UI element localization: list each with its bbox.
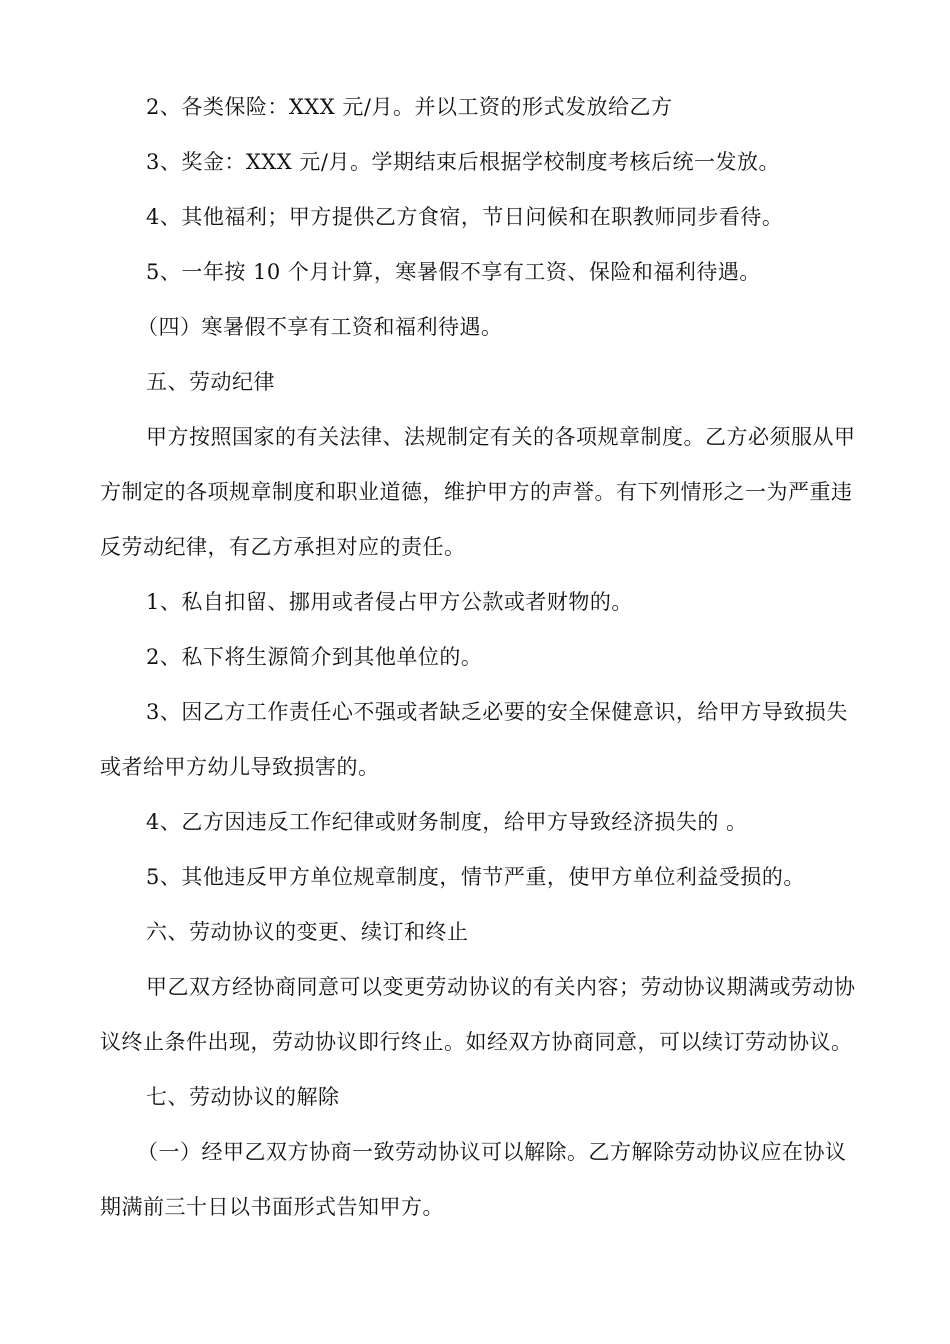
discipline-paragraph-line-2: 方制定的各项规章制度和职业道德，维护甲方的声誉。有下列情形之一为严重违 — [100, 480, 853, 504]
violation-item-3-line-1: 3、因乙方工作责任心不强或者缺乏必要的安全保健意识，给甲方导致损失 — [146, 700, 848, 724]
section-heading-labor-discipline: 五、劳动纪律 — [146, 370, 275, 394]
discipline-paragraph-line-3: 反劳动纪律，有乙方承担对应的责任。 — [100, 535, 466, 559]
section-four-clause: （四）寒暑假不享有工资和福利待遇。 — [137, 315, 503, 339]
section-heading-contract-termination: 七、劳动协议的解除 — [146, 1085, 340, 1109]
violation-item-5: 5、其他违反甲方单位规章制度，情节严重，使甲方单位利益受损的。 — [146, 865, 805, 889]
bonus-item: 3、奖金：XXX 元/月。学期结束后根据学校制度考核后统一发放。 — [146, 150, 780, 174]
violation-item-2: 2、私下将生源简介到其他单位的。 — [146, 645, 483, 669]
violation-item-1: 1、私自扣留、挪用或者侵占甲方公款或者财物的。 — [146, 590, 633, 614]
annual-calculation-item: 5、一年按 10 个月计算，寒暑假不享有工资、保险和福利待遇。 — [146, 260, 761, 284]
contract-change-paragraph-line-1: 甲乙双方经协商同意可以变更劳动协议的有关内容；劳动协议期满或劳动协 — [146, 975, 856, 999]
discipline-paragraph-line-1: 甲方按照国家的有关法律、法规制定有关的各项规章制度。乙方必须服从甲 — [146, 425, 856, 449]
termination-clause-line-2: 期满前三十日以书面形式告知甲方。 — [100, 1195, 444, 1219]
contract-change-paragraph-line-2: 议终止条件出现，劳动协议即行终止。如经双方协商同意，可以续订劳动协议。 — [100, 1030, 853, 1054]
welfare-item: 4、其他福利；甲方提供乙方食宿，节日问候和在职教师同步看待。 — [146, 205, 784, 229]
violation-item-4: 4、乙方因违反工作纪律或财务制度，给甲方导致经济损失的 。 — [146, 810, 748, 834]
termination-clause-line-1: （一）经甲乙双方协商一致劳动协议可以解除。乙方解除劳动协议应在协议 — [137, 1140, 847, 1164]
violation-item-3-line-2: 或者给甲方幼儿导致损害的。 — [100, 755, 380, 779]
section-heading-contract-change: 六、劳动协议的变更、续订和终止 — [146, 920, 469, 944]
insurance-item: 2、各类保险：XXX 元/月。并以工资的形式发放给乙方 — [146, 95, 673, 119]
